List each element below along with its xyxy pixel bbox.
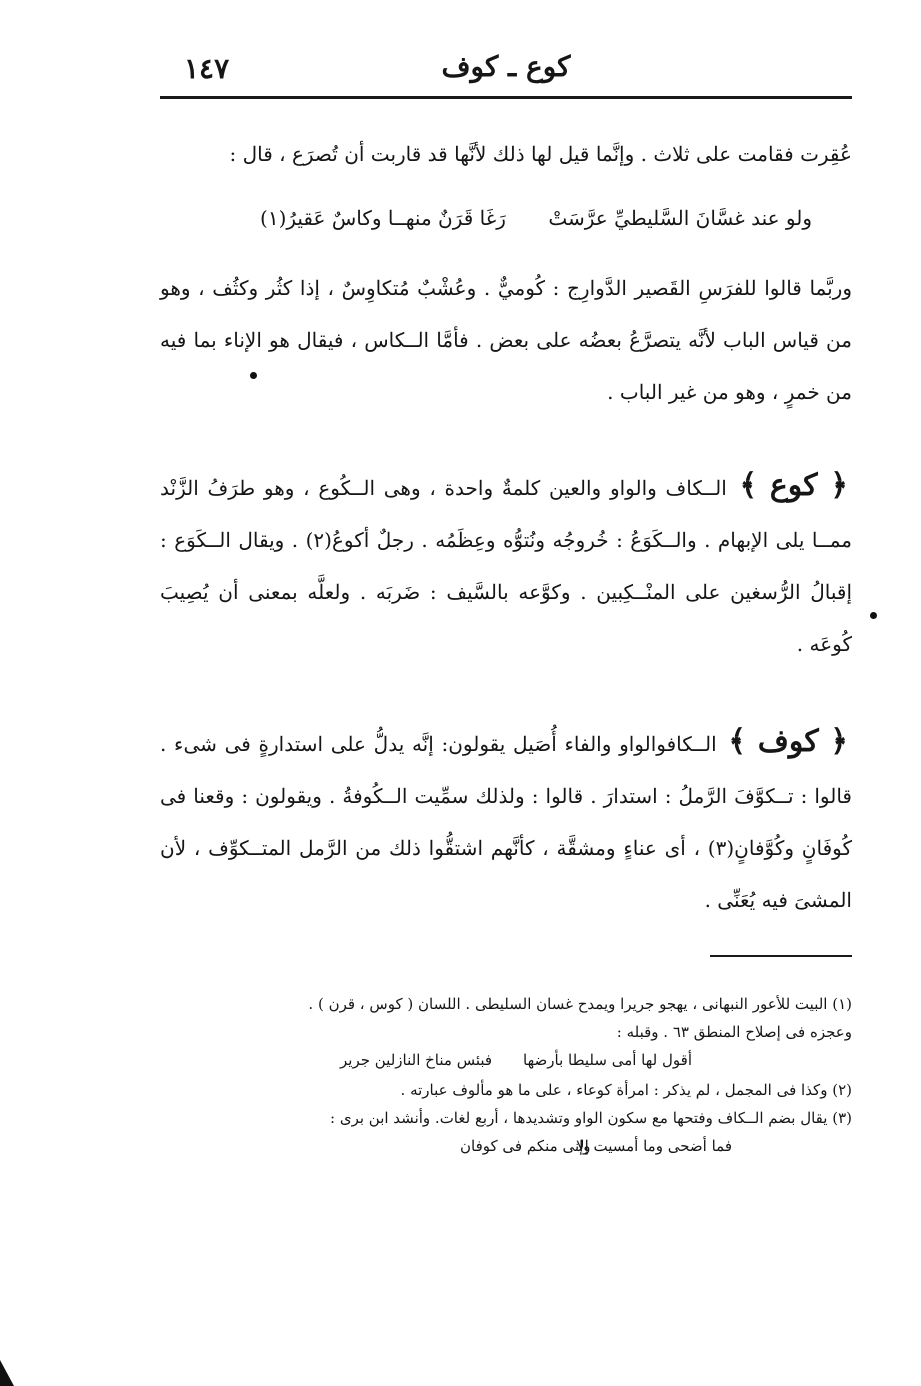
- footnotes: [160, 990, 852, 1162]
- footnote-1-continued: وعجزه فى إصلاح المنطق ٦٣ . وقبله :: [616, 1023, 852, 1041]
- footnote-3-verse: [160, 1132, 852, 1162]
- entry-kawf: [160, 716, 852, 926]
- footnote-1-verse-second: فبئس مناخ النازلين جرير: [340, 1051, 493, 1069]
- verse-first-hemistich: ولو عند غسَّانَ السَّليطيِّ عرَّسَتْ: [548, 206, 812, 230]
- paragraph-2: وربَّما قالوا للفرَسِ القَصير الدَّوارِج : كُوميٌّ . وعُشْبٌ مُتكاوِسٌ ، إذا كثُر وكثُف ، وهو من قياس الباب لأنَّه يتصرَّعُ بعضُه على بعض . فأمَّا الــكاس ، فيقال هو الإناء بما فيه من خمرٍ ، وهو من غير الباب .: [160, 276, 852, 404]
- page-number: ١٤٧: [184, 52, 230, 85]
- verse-line: [160, 192, 852, 244]
- corner-mark: [0, 1360, 14, 1386]
- footnote-2: (٢) وكذا فى المجمل ، لم يذكر : امرأة كوعاء ، على ما هو مألوف عبارته .: [400, 1081, 852, 1099]
- paragraph-1: عُقِرت فقامت على ثلاث . وإنَّما قيل لها ذلك لأنَّها قد قاربت أن تُصرَع ، قال :: [229, 142, 852, 166]
- footnote-3-verse-first: فما أضحى وما أمسيت إلا: [576, 1137, 732, 1155]
- footnote-rule: [710, 955, 852, 957]
- ink-speck: [870, 612, 877, 619]
- footnote-3-verse-second: وإنى منكم فى كوفان: [460, 1137, 591, 1155]
- page-header: [160, 50, 852, 96]
- verse-second-hemistich: رَغَا قَرَنٌ منهــا وكاسٌ عَقيرُ(١): [260, 206, 506, 230]
- entry-heading-kawf: ﴿ كوف ﴾: [728, 724, 849, 759]
- ink-speck: [250, 372, 257, 379]
- header-rule: [160, 96, 852, 99]
- running-title: كوع ـ كوف: [441, 50, 571, 83]
- entry-heading-kaw: ﴿ كوع ﴾: [739, 468, 848, 503]
- footnote-3: (٣) يقال بضم الــكاف وفتحها مع سكون الواو وتشديدها ، أربع لغات. وأنشد ابن برى :: [330, 1109, 852, 1127]
- entry-kaw-text: الــكاف والواو والعين كلمةٌ واحدة ، وهى الــكُوع ، وهو طرَفُ الزَّنْد ممــا يلى الإبهام . والــكَوَعُ : خُروجُه ونُتوُّه وعِظَمُه . رجلٌ أكوعُ(٢) . ويقال الــكَوَع : إقبالُ الرُّسغين على المنْــكِبين . وكوَّعه بالسَّيف : ضَربَه . ولعلَّه بمعنى أن يُصِيبَ كُوعَه .: [160, 476, 853, 656]
- entry-kawf-text: الــكافوالواو والفاء أُصَيل يقولون: إنَّه يدلُّ على استدارةٍ فى شىء . قالوا : تــكوَّفَ الرَّملُ : استدارَ . قالوا : ولذلك سمِّيت الــكُوفةُ . ويقولون : وقعنا فى كُوفَانٍ وكُوَّفانٍ(٣) ، أى عناءٍ ومشقَّة ، كأنَّهم اشتقُّوا ذلك من الرَّمل المتــكوِّف ، لأن المشىَ فيه يُعَنِّى .: [160, 732, 852, 912]
- footnote-1-verse-first: أقول لها أمى سليطا بأرضها: [523, 1051, 692, 1069]
- entry-kaw: [160, 460, 852, 670]
- footnote-1: (١) البيت للأعور النبهانى ، يهجو جريرا ويمدح غسان السليطى . اللسان ( كوس ، قرن ) .: [308, 995, 852, 1013]
- footnote-1-verse: [160, 1046, 852, 1076]
